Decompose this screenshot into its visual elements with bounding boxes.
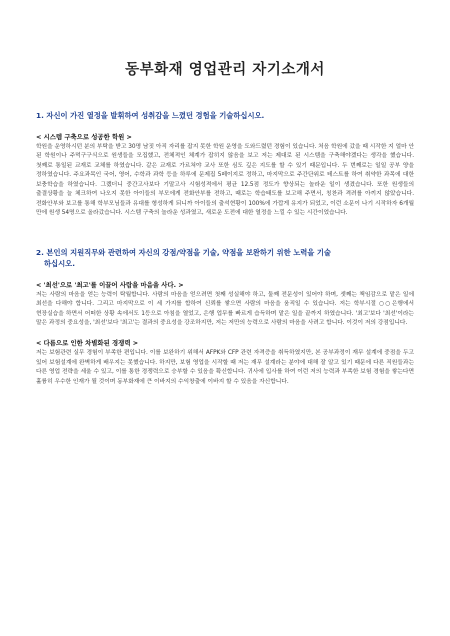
sub-heading-strength: < '최선'으로 '최고'를 이끌어 사람을 마음을 사다. > xyxy=(36,280,184,289)
answer-paragraph-3: 저는 보험관련 실무 경험이 부족한 편입니다. 이를 보완하기 위해서 AFPK와 CFP 관련 자격증을 취득하였지만, 본 공부과정이 재무 설계에 중점을 두고 있어 보험설계에 완벽하게 배우지는 못했습니다. 하지만, 보험 영업을 시작할 때 저는 재무 설계라는 분야에 대해 잘 알고 있기 때문에 다른 직원들과는 다른 영업 전략을 세울 수 있고, 이를 통한 경쟁력으로 승부할 수 있음을 확신합니다. 귀사에 입사를 하여 이런 저의 능력과 부족한 보험 경험을 쌓는다면 훌륭히 우수한 인재가 될 것이며 동부화재에 큰 이바지의 수익창출에 이바지 할 수 있음을 자신합니다. xyxy=(36,350,414,385)
sub-heading-weakness: < 다름으로 인한 차별화된 경쟁력 > xyxy=(36,339,139,348)
question-2-line-1: 2. 본인의 지원직무와 관련하여 자신의 강점/약점을 기술, 약점을 보완하기 위한 노력을 기술 xyxy=(36,247,331,257)
question-2 xyxy=(36,247,414,269)
question-1: 1. 자신이 가진 열정을 발휘하여 성취감을 느꼈던 경험을 기술하십시오. xyxy=(36,111,265,120)
sub-heading-system: < 시스템 구축으로 성공한 학원 > xyxy=(36,133,132,141)
document-title: 동부화재 영업관리 자기소개서 xyxy=(125,62,325,78)
section-2 xyxy=(36,247,414,388)
section-1 xyxy=(36,110,414,219)
answer-paragraph-2: 저는 사람의 마음을 얻는 능력이 탁월합니다. 사람의 마음을 얻으려면 첫째 성실해야 하고, 둘째 전문성이 있어야 하며, 셋째는 책임감으로 맡은 일에 최선을 다해야 합니다. 그리고 마지막으로 이 세 가지를 합하여 신뢰를 쌓으면 사람의 마음을 움직일 수 있습니다. 저는 학부시절 ○○은행에서 현장실습을 하면서 어떠한 상황 속에서도 1등으로 아침을 열었고, 은행 업무를 빠르게 습득하며 맡은 일을 끝까지 하였습니다. '최고'보다 '최선'이라는 말은 과정의 중요성을, '최선'보다 '최고'는 결과의 중요성을 강조하지만, 저는 저만의 능력으로 사람의 마음을 사려고 합니다. 이것이 저의 강점입니다. xyxy=(36,291,414,326)
answer-paragraph-1: 학원을 운영하시던 분의 부탁을 받고 30명 남짓 아직 자리를 잡지 못한 학원 운영을 도와드렸던 경험이 있습니다. 처음 학원에 갔을 때 시작한 지 얼마 안 된 학원이나 주먹구구식으로 원생들을 모집했고, 전체적인 체계가 잡히지 않음을 보고 저는 제대로 된 시스템을 구축해야겠다는 생각을 했습니다. 첫째로 통일된 교재로 교체를 하였습니다. 같은 교재로 가르쳐야 교사 또한 심도 깊은 지도를 할 수 있기 때문입니다. 두 번째로는 일일 공부 양을 정하였습니다. 주요과목인 국어, 영어, 수학과 과학 등을 하루에 문제집 5페이지로 정하고, 마지막으로 주간단위로 테스트를 하여 취약한 과목에 대한 보충학습을 하였습니다. 그랬더니 중간고사보다 기말고사 시험성적에서 평균 12.5점 정도가 향상되는 놀라운 일이 생겼습니다. 또한 원생들의 출결상황을 늘 체크하여 나오지 못한 아이들의 부모에게 전화안부를 전하고, 때로는 학습태도를 보고해 주면서, 칭찬과 격려를 아끼지 않았습니다. 전화안부와 보고를 통해 학부모님들과 유대를 형성하게 되니까 아이들의 출석현황이 100%에 가깝게 유지가 되었고, 이런 소문이 나기 시작하자 6개월 만에 원생 54명으로 올라갔습니다. 시스템 구축의 놀라운 성과였고, 새로운 도전에 대한 열정을 느낄 수 있는 시간이었습니다. xyxy=(36,144,414,217)
question-2-line-2: 하십시오. xyxy=(44,258,75,268)
